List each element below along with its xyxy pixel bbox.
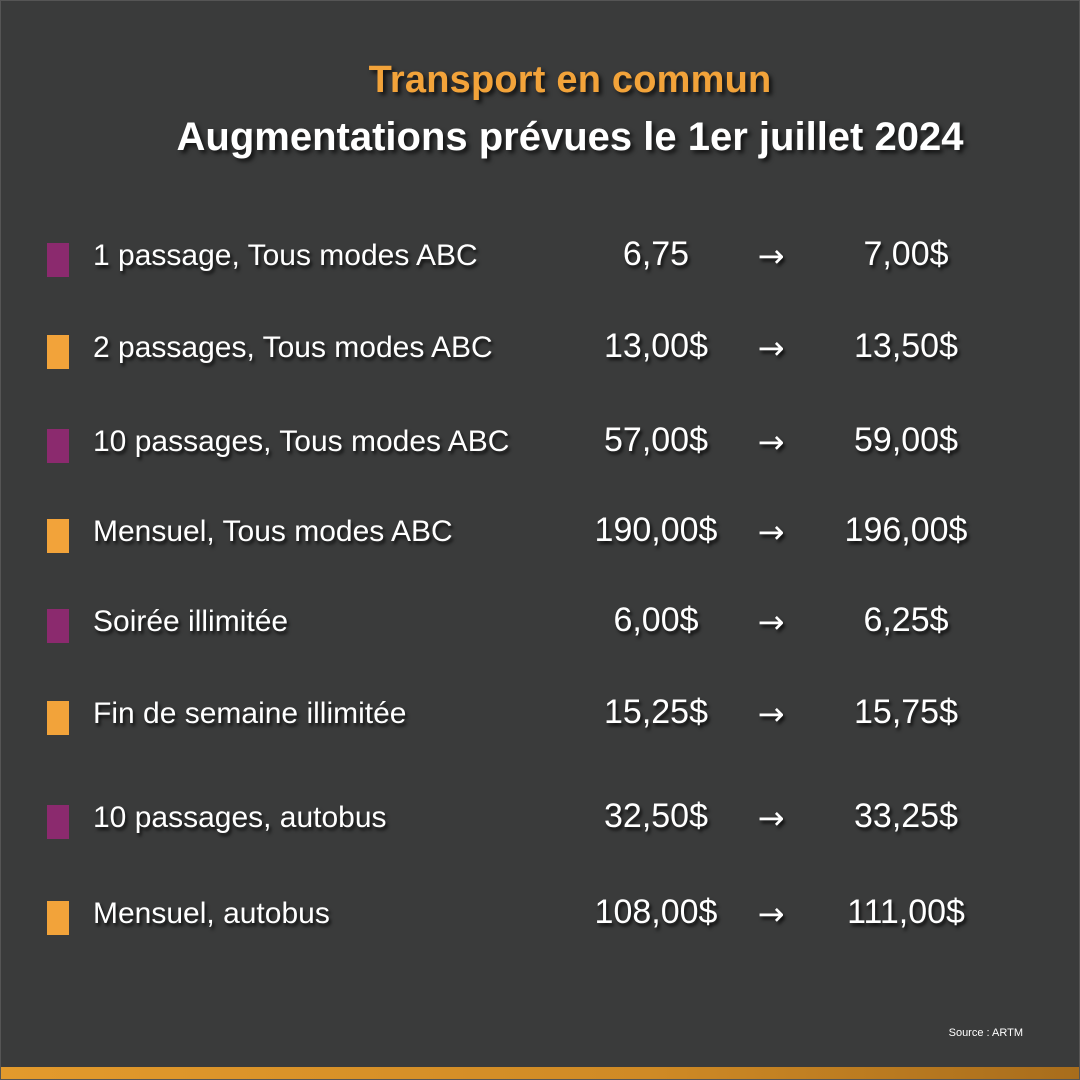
new-price: 196,00$ bbox=[844, 511, 968, 549]
fare-row bbox=[1, 597, 1080, 657]
old-price: 6,00$ bbox=[613, 601, 699, 639]
arrow-icon: → bbox=[757, 423, 785, 461]
arrow-icon: → bbox=[757, 237, 785, 275]
orange-marker bbox=[47, 901, 69, 935]
old-price: 190,00$ bbox=[594, 511, 718, 549]
fare-label: 10 passages, Tous modes ABC bbox=[93, 425, 510, 458]
arrow-icon: → bbox=[757, 603, 785, 641]
fare-row bbox=[1, 231, 1080, 291]
arrow-icon: → bbox=[757, 895, 785, 933]
source-note: Source : ARTM bbox=[948, 1027, 1023, 1039]
arrow-icon: → bbox=[757, 799, 785, 837]
new-price: 6,25$ bbox=[863, 601, 949, 639]
fare-label: Soirée illimitée bbox=[93, 605, 289, 638]
purple-marker bbox=[47, 609, 69, 643]
fare-row bbox=[1, 507, 1080, 567]
fare-row bbox=[1, 689, 1080, 749]
orange-marker bbox=[47, 335, 69, 369]
old-price: 57,00$ bbox=[604, 421, 708, 459]
new-price: 59,00$ bbox=[854, 421, 958, 459]
fare-row bbox=[1, 417, 1080, 477]
fare-label: 10 passages, autobus bbox=[93, 801, 387, 834]
new-price: 33,25$ bbox=[854, 797, 958, 835]
fare-label: 2 passages, Tous modes ABC bbox=[93, 331, 493, 364]
fare-label: Fin de semaine illimitée bbox=[93, 697, 407, 730]
purple-marker bbox=[47, 805, 69, 839]
old-price: 6,75 bbox=[622, 235, 690, 273]
arrow-icon: → bbox=[757, 513, 785, 551]
new-price: 13,50$ bbox=[854, 327, 958, 365]
fare-label: 1 passage, Tous modes ABC bbox=[93, 239, 478, 272]
old-price: 32,50$ bbox=[604, 797, 708, 835]
fare-row bbox=[1, 323, 1080, 383]
page-title: Transport en commun bbox=[368, 59, 772, 101]
old-price: 108,00$ bbox=[594, 893, 718, 931]
old-price: 13,00$ bbox=[604, 327, 708, 365]
fare-row bbox=[1, 793, 1080, 853]
fare-label: Mensuel, autobus bbox=[93, 897, 330, 930]
page-subtitle: Augmentations prévues le 1er juillet 2024 bbox=[176, 115, 964, 159]
fare-row bbox=[1, 889, 1080, 949]
purple-marker bbox=[47, 243, 69, 277]
bottom-accent-bar bbox=[1, 1067, 1079, 1079]
orange-marker bbox=[47, 701, 69, 735]
orange-marker bbox=[47, 519, 69, 553]
purple-marker bbox=[47, 429, 69, 463]
arrow-icon: → bbox=[757, 329, 785, 367]
arrow-icon: → bbox=[757, 695, 785, 733]
new-price: 15,75$ bbox=[854, 693, 958, 731]
old-price: 15,25$ bbox=[604, 693, 708, 731]
new-price: 111,00$ bbox=[847, 893, 965, 931]
new-price: 7,00$ bbox=[863, 235, 949, 273]
fare-label: Mensuel, Tous modes ABC bbox=[93, 515, 453, 548]
